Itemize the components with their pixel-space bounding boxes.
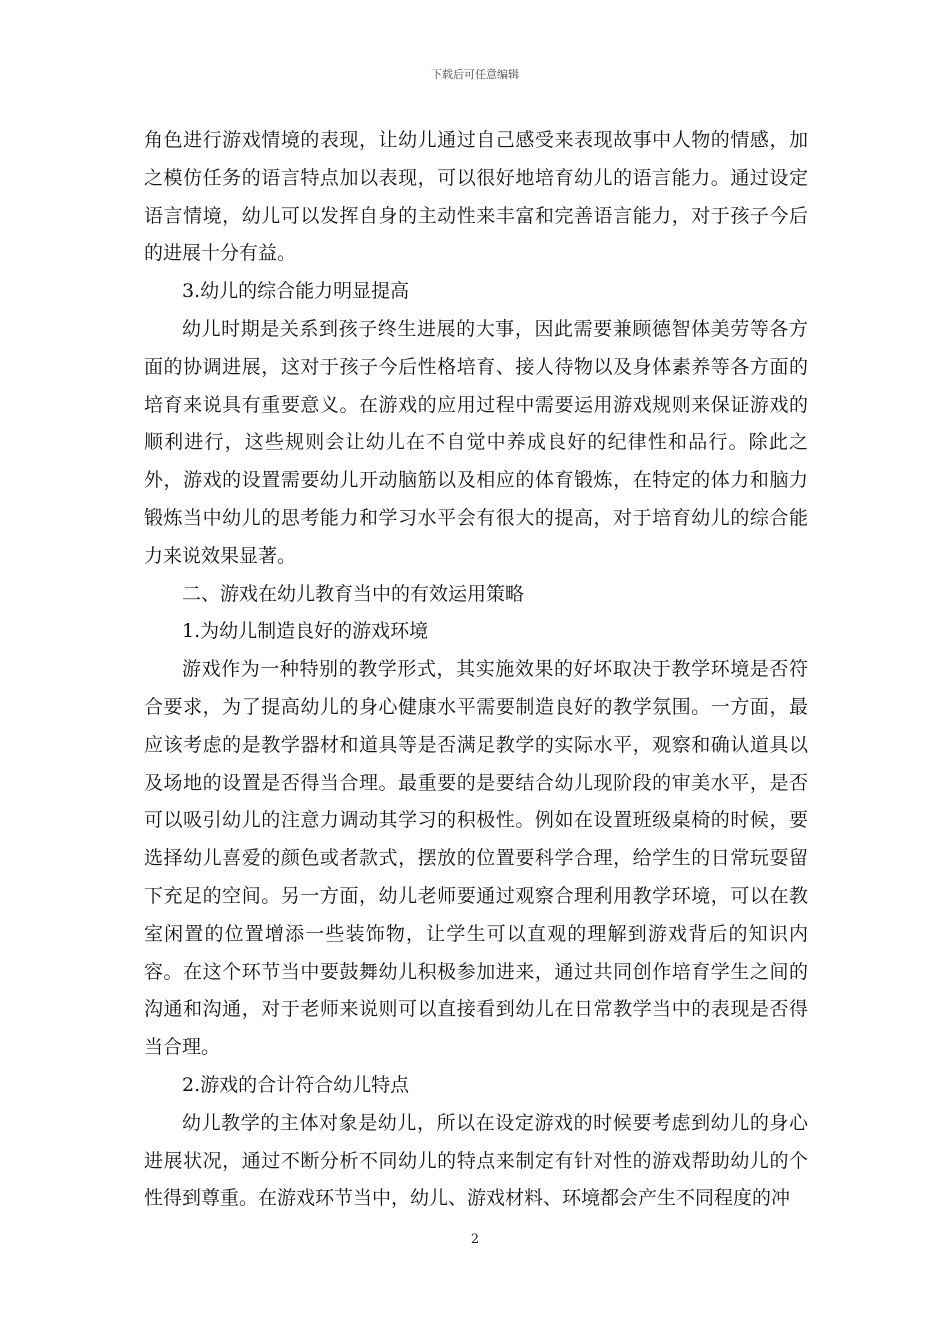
paragraph-3: 游戏作为一种特别的教学形式，其实施效果的好坏取决于教学环境是否符合要求，为了提高幼儿的身心健康水平需要制造良好的教学氛围。一方面，最应该考虑的是教学器材和道具等是否满足教学的实际水平，观察和确认道具以及场地的设置是否得当合理。最重要的是要结合幼儿现阶段的审美水平，是否可以吸引幼儿的注意力调动其学习的积极性。例如在设置班级桌椅的时候，要选择幼儿喜爱的颜色或者款式，摆放的位置要科学合理，给学生的日常玩耍留下充足的空间。另一方面，幼儿老师要通过观察合理利用教学环境，可以在教室闲置的位置增添一些装饰物，让学生可以直观的理解到游戏背后的知识内容。在这个环节当中要鼓舞幼儿积极参加进来，通过共同创作培育学生之间的沟通和沟通，对于老师来说则可以直接看到幼儿在日常教学当中的表现是否得当合理。 bbox=[144, 658, 808, 1059]
section-heading-2: 2.游戏的合计符合幼儿特点 bbox=[182, 1073, 410, 1096]
document-body bbox=[144, 122, 808, 1218]
chapter-heading-2: 二、游戏在幼儿教育当中的有效运用策略 bbox=[182, 582, 525, 605]
section-heading-3: 3.幼儿的综合能力明显提高 bbox=[182, 280, 410, 303]
section-heading-1: 1.为幼儿制造良好的游戏环境 bbox=[182, 620, 429, 643]
page-header: 下载后可任意编辑 bbox=[431, 68, 519, 81]
paragraph-2: 幼儿时期是关系到孩子终生进展的大事，因此需要兼顾德智体美劳等各方面的协调进展，这对于孩子今后性格培育、接人待物以及身体素养等各方面的培育来说具有重要意义。在游戏的应用过程中需要运用游戏规则来保证游戏的顺利进行，这些规则会让幼儿在不自觉中养成良好的纪律性和品行。除此之外，游戏的设置需要幼儿开动脑筋以及相应的体育锻炼，在特定的体力和脑力锻炼当中幼儿的思考能力和学习水平会有很大的提高，对于培育幼儿的综合能力来说效果显著。 bbox=[144, 317, 808, 567]
paragraph-1: 角色进行游戏情境的表现，让幼儿通过自己感受来表现故事中人物的情感，加之模仿任务的语言特点加以表现，可以很好地培育幼儿的语言能力。通过设定语言情境，幼儿可以发挥自身的主动性来丰富和完善语言能力，对于孩子今后的进展十分有益。 bbox=[144, 129, 808, 265]
paragraph-4: 幼儿教学的主体对象是幼儿，所以在设定游戏的时候要考虑到幼儿的身心进展状况，通过不断分析不同幼儿的特点来制定有针对性的游戏帮助幼儿的个性得到尊重。在游戏环节当中，幼儿、游戏材料、环境都会产生不同程度的冲 bbox=[144, 1111, 808, 1210]
page-number: 2 bbox=[470, 1232, 480, 1247]
